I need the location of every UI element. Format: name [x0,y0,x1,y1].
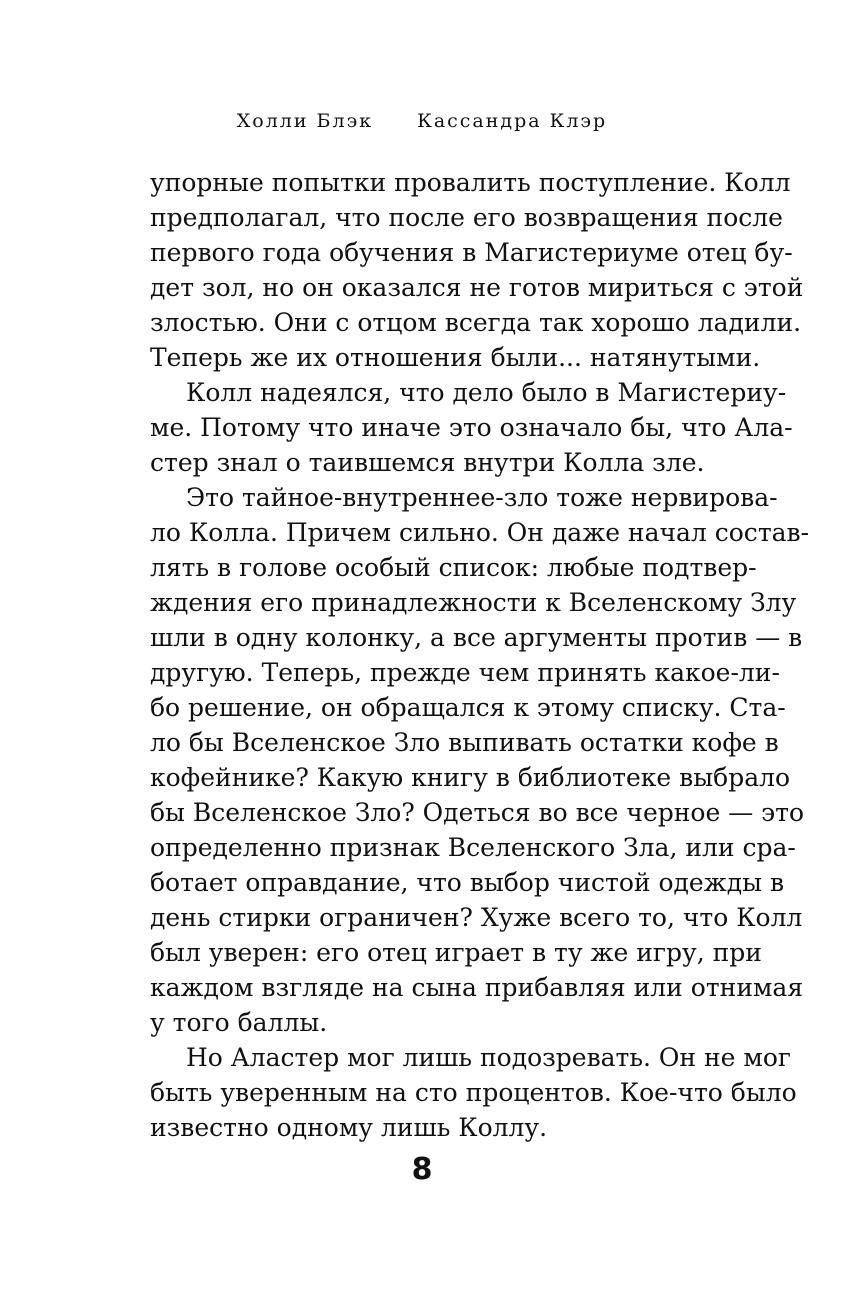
text-line: день стирки ограничен? Хуже всего то, что Колл [150,903,803,932]
text-line: кофейнике? Какую книгу в библиотеке выбрало [150,763,791,792]
text-line: ждения его принадлежности к Вселенскому Злу [150,588,797,617]
text-line: предполагал, что после его возвращения после [150,203,783,232]
running-head [0,110,844,132]
text-line: определенно признак Вселенского Зла, или сра- [150,833,796,862]
text-line: известно одному лишь Коллу. [150,1113,548,1142]
text-line: был уверен: его отец играет в ту же игру, при [150,938,762,967]
text-line: злостью. Они с отцом всегда так хорошо ладили. [150,308,802,337]
text-line: ме. Потому что иначе это означало бы, что Ала- [150,413,793,442]
text-line: бы Вселенское Зло? Одеться во все черное — это [150,798,805,827]
author-name-1: Холли Блэк [236,110,374,132]
text-line: бо решение, он обращался к этому списку. Ста- [150,693,786,722]
text-line: ло Колла. Причем сильно. Он даже начал состав- [150,518,810,547]
text-line: Колл надеялся, что дело было в Магистериу- [186,378,787,407]
text-line: первого года обучения в Магистериуме отец бу- [150,238,793,267]
text-line: ботает оправдание, что выбор чистой одежды в [150,868,785,897]
author-name-2: Кассандра Клэр [417,110,608,132]
text-line: лять в голове особый список: любые подтвер- [150,553,757,582]
text-line: упорные попытки провалить поступление. Колл [150,168,791,197]
body-text [150,165,810,1145]
text-line: ло бы Вселенское Зло выпивать остатки кофе в [150,728,779,757]
text-line: Теперь же их отношения были... натянутыми. [150,343,761,372]
text-line: Но Аластер мог лишь подозревать. Он не мог [186,1043,791,1072]
text-line: стер знал о таившемся внутри Колла зле. [150,448,705,477]
text-line: другую. Теперь, прежде чем принять какое-ли- [150,658,780,687]
text-line: каждом взгляде на сына прибавляя или отнимая [150,973,804,1002]
text-line: быть уверенным на сто процентов. Кое-что было [150,1078,797,1107]
text-line: дет зол, но он оказался не готов мириться с этой [150,273,804,302]
text-line: у того баллы. [150,1008,328,1037]
text-line: Это тайное-внутреннее-зло тоже нервирова- [186,483,778,512]
text-line: шли в одну колонку, а все аргументы против — в [150,623,803,652]
page-number: 8 [411,1152,433,1187]
